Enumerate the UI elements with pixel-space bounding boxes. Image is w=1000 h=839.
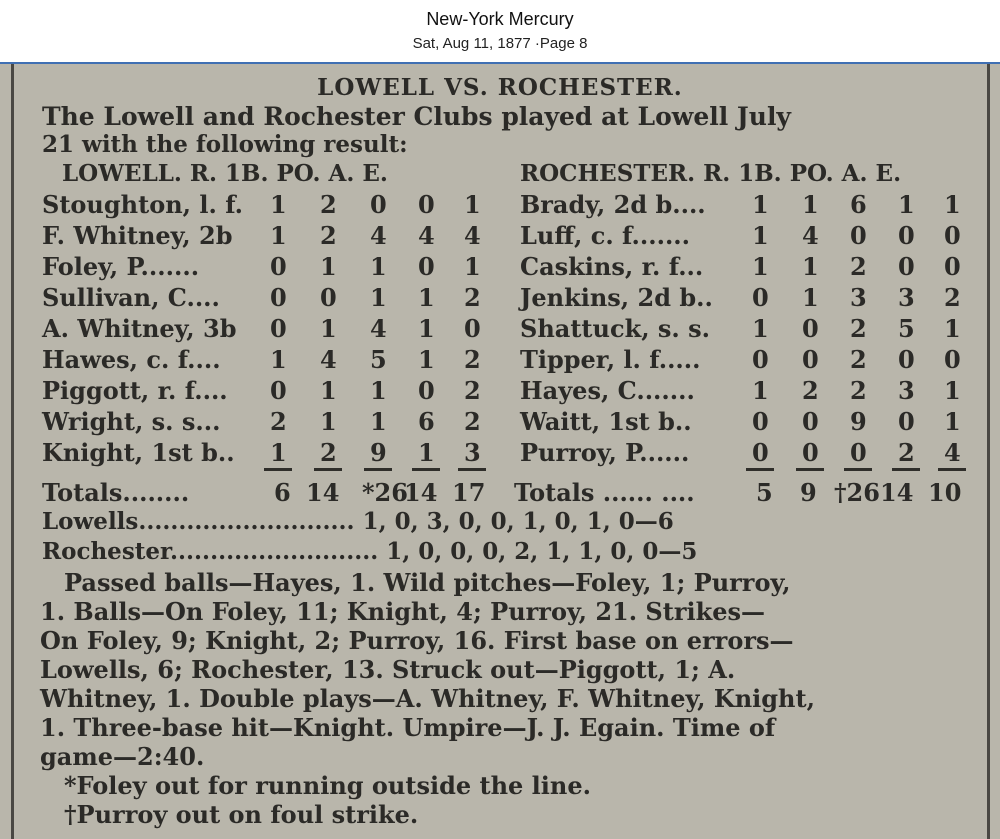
stat-cell-po: 1 — [370, 283, 387, 312]
player-name: Waitt, 1st b.. — [520, 407, 692, 436]
stat-cell-e: 2 — [464, 376, 481, 405]
stat-cell-a: 0 — [898, 221, 915, 250]
stat-cell-a: 1 — [418, 438, 435, 467]
total-rule — [796, 468, 824, 471]
total-cell-b1: 14 — [306, 478, 340, 507]
stat-cell-po: 0 — [850, 438, 867, 467]
stat-cell-a: 1 — [418, 314, 435, 343]
total-rule — [314, 468, 342, 471]
total-rule — [844, 468, 872, 471]
stat-cell-b1: 2 — [320, 221, 337, 250]
stat-cell-e: 0 — [944, 252, 961, 281]
stat-cell-r: 0 — [270, 252, 287, 281]
total-cell-r: 6 — [274, 478, 291, 507]
stat-cell-a: 3 — [898, 283, 915, 312]
stat-cell-r: 0 — [270, 283, 287, 312]
stat-cell-b1: 2 — [320, 438, 337, 467]
totals-label-lowell: Totals........ — [42, 478, 190, 507]
stat-cell-e: 1 — [464, 190, 481, 219]
stat-cell-r: 1 — [752, 376, 769, 405]
stat-cell-po: 2 — [850, 345, 867, 374]
stat-cell-a: 0 — [418, 190, 435, 219]
innings-rochester: Rochester.......................... 1, 0, 0, 0, 2, 1, 1, 0, 0—5 — [42, 538, 698, 565]
total-cell-po: *26 — [362, 478, 408, 507]
stat-cell-e: 3 — [464, 438, 481, 467]
stat-cell-a: 1 — [418, 345, 435, 374]
stat-cell-r: 1 — [752, 314, 769, 343]
stat-cell-po: 1 — [370, 376, 387, 405]
stat-cell-r: 1 — [752, 190, 769, 219]
player-name: Tipper, l. f..... — [520, 345, 701, 374]
stat-cell-b1: 0 — [802, 438, 819, 467]
stat-cell-r: 1 — [270, 221, 287, 250]
total-cell-e: 17 — [452, 478, 486, 507]
notes-line: game—2:40. — [40, 742, 205, 771]
intro-line-1: The Lowell and Rochester Clubs played at Lowell July — [42, 102, 791, 131]
stat-cell-po: 1 — [370, 252, 387, 281]
player-name: Foley, P....... — [42, 252, 200, 281]
stat-cell-b1: 1 — [802, 283, 819, 312]
total-rule — [364, 468, 392, 471]
stat-cell-e: 2 — [464, 283, 481, 312]
stat-cell-po: 3 — [850, 283, 867, 312]
player-name: Caskins, r. f... — [520, 252, 704, 281]
stat-cell-e: 1 — [944, 190, 961, 219]
stat-cell-po: 0 — [850, 221, 867, 250]
player-name: Brady, 2d b.... — [520, 190, 706, 219]
total-cell-a: 14 — [880, 478, 914, 507]
stat-cell-b1: 1 — [320, 376, 337, 405]
stat-cell-r: 0 — [752, 438, 769, 467]
player-name: Jenkins, 2d b.. — [520, 283, 713, 312]
stat-cell-e: 0 — [944, 221, 961, 250]
total-rule — [892, 468, 920, 471]
stat-cell-po: 6 — [850, 190, 867, 219]
player-name: Hawes, c. f.... — [42, 345, 221, 374]
stat-cell-b1: 1 — [320, 252, 337, 281]
stat-cell-e: 2 — [464, 345, 481, 374]
stat-cell-b1: 1 — [802, 190, 819, 219]
notes-line: 1. Three-base hit—Knight. Umpire—J. J. Egain. Time of — [40, 713, 776, 742]
notes-line: Whitney, 1. Double plays—A. Whitney, F. Whitney, Knight, — [40, 684, 815, 713]
total-cell-r: 5 — [756, 478, 773, 507]
player-name: A. Whitney, 3b — [42, 314, 237, 343]
stat-cell-e: 4 — [944, 438, 961, 467]
player-name: Shattuck, s. s. — [520, 314, 710, 343]
stat-cell-b1: 0 — [802, 345, 819, 374]
newspaper-title: New-York Mercury — [426, 9, 574, 29]
notes-line: Lowells, 6; Rochester, 13. Struck out—Piggott, 1; A. — [40, 655, 736, 684]
stat-cell-e: 0 — [944, 345, 961, 374]
total-cell-a: 14 — [404, 478, 438, 507]
stat-cell-po: 5 — [370, 345, 387, 374]
player-name: Stoughton, l. f. — [42, 190, 244, 219]
player-name: Luff, c. f....... — [520, 221, 691, 250]
footnote-foley: *Foley out for running outside the line. — [64, 771, 591, 800]
column-rule-left — [11, 64, 14, 839]
stat-cell-e: 1 — [464, 252, 481, 281]
player-name: Piggott, r. f.... — [42, 376, 228, 405]
stat-cell-r: 0 — [270, 376, 287, 405]
stat-cell-b1: 0 — [802, 407, 819, 436]
total-rule — [264, 468, 292, 471]
footnote-purroy: †Purroy out on foul strike. — [64, 800, 419, 829]
total-rule — [412, 468, 440, 471]
stat-cell-r: 1 — [270, 438, 287, 467]
stat-cell-a: 5 — [898, 314, 915, 343]
stat-cell-b1: 4 — [320, 345, 337, 374]
stat-cell-e: 1 — [944, 407, 961, 436]
stat-cell-e: 2 — [464, 407, 481, 436]
stat-cell-a: 0 — [898, 345, 915, 374]
stat-cell-e: 2 — [944, 283, 961, 312]
total-rule — [746, 468, 774, 471]
stat-cell-b1: 1 — [802, 252, 819, 281]
stat-cell-a: 0 — [418, 376, 435, 405]
stat-cell-po: 4 — [370, 314, 387, 343]
stat-cell-a: 0 — [898, 407, 915, 436]
player-name: Knight, 1st b.. — [42, 438, 235, 467]
stat-cell-r: 1 — [752, 221, 769, 250]
article-headline: LOWELL VS. ROCHESTER. — [317, 74, 683, 101]
innings-lowells: Lowells........................... 1, 0, 3, 0, 0, 1, 0, 1, 0—6 — [42, 508, 674, 535]
stat-cell-a: 1 — [898, 190, 915, 219]
player-name: Purroy, P...... — [520, 438, 690, 467]
intro-line-2: 21 with the following result: — [42, 131, 408, 158]
total-cell-b1: 9 — [800, 478, 817, 507]
notes-line: On Foley, 9; Knight, 2; Purroy, 16. First base on errors— — [40, 626, 794, 655]
stat-cell-b1: 2 — [802, 376, 819, 405]
stat-cell-a: 3 — [898, 376, 915, 405]
stat-cell-po: 2 — [850, 376, 867, 405]
player-name: Wright, s. s... — [42, 407, 221, 436]
total-cell-po: †26 — [834, 478, 880, 507]
totals-label-rochester: Totals ...... .... — [514, 478, 695, 507]
stat-cell-a: 2 — [898, 438, 915, 467]
stat-cell-b1: 0 — [802, 314, 819, 343]
total-cell-e: 10 — [928, 478, 962, 507]
stat-cell-a: 0 — [418, 252, 435, 281]
stat-cell-b1: 1 — [320, 314, 337, 343]
column-rule-right — [987, 64, 990, 839]
stat-cell-po: 2 — [850, 252, 867, 281]
stat-cell-a: 1 — [418, 283, 435, 312]
stat-cell-po: 9 — [850, 407, 867, 436]
stat-cell-b1: 4 — [802, 221, 819, 250]
stat-cell-po: 1 — [370, 407, 387, 436]
stat-cell-po: 9 — [370, 438, 387, 467]
stat-cell-po: 4 — [370, 221, 387, 250]
stat-cell-r: 1 — [270, 345, 287, 374]
stat-cell-a: 4 — [418, 221, 435, 250]
newspaper-clipping — [0, 64, 1000, 839]
stat-cell-e: 1 — [944, 314, 961, 343]
stat-cell-r: 1 — [752, 252, 769, 281]
lowell-header: LOWELL. R. 1B. PO. A. E. — [62, 160, 388, 187]
stat-cell-a: 6 — [418, 407, 435, 436]
player-name: F. Whitney, 2b — [42, 221, 233, 250]
viewer-header — [0, 0, 1000, 64]
stat-cell-a: 0 — [898, 252, 915, 281]
total-rule — [458, 468, 486, 471]
stat-cell-r: 0 — [752, 407, 769, 436]
stat-cell-e: 0 — [464, 314, 481, 343]
rochester-header: ROCHESTER. R. 1B. PO. A. E. — [520, 160, 902, 187]
issue-date: Sat, Aug 11, 1877 ·Page 8 — [412, 35, 588, 52]
total-rule — [938, 468, 966, 471]
player-name: Sullivan, C.... — [42, 283, 220, 312]
stat-cell-r: 0 — [752, 345, 769, 374]
stat-cell-r: 0 — [270, 314, 287, 343]
stat-cell-po: 0 — [370, 190, 387, 219]
player-name: Hayes, C....... — [520, 376, 695, 405]
stat-cell-r: 1 — [270, 190, 287, 219]
stat-cell-r: 0 — [752, 283, 769, 312]
stat-cell-b1: 0 — [320, 283, 337, 312]
stat-cell-e: 4 — [464, 221, 481, 250]
stat-cell-po: 2 — [850, 314, 867, 343]
stat-cell-r: 2 — [270, 407, 287, 436]
stat-cell-e: 1 — [944, 376, 961, 405]
notes-line: 1. Balls—On Foley, 11; Knight, 4; Purroy, 21. Strikes— — [40, 597, 766, 626]
notes-line: Passed balls—Hayes, 1. Wild pitches—Foley, 1; Purroy, — [64, 568, 791, 597]
stat-cell-b1: 2 — [320, 190, 337, 219]
stat-cell-b1: 1 — [320, 407, 337, 436]
